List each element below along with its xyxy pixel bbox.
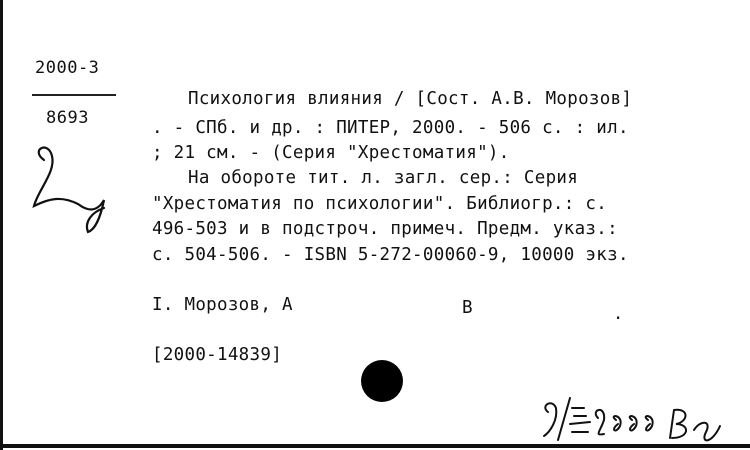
entry-line-5: "Хрестоматия по психологии". Библиогр.: с. [152, 194, 608, 214]
tracing-letter: В [462, 298, 473, 318]
entry-line-1: Психология влияния / [Сост. А.В. Морозов] [188, 89, 633, 109]
handwritten-mark-left [34, 148, 104, 232]
handwritten-date-signature [544, 398, 720, 440]
entry-line-7: с. 504-506. - ISBN 5-272-00060-9, 10000 экз. [152, 245, 629, 265]
entry-line-4: На обороте тит. л. загл. сер.: Серия [188, 168, 579, 188]
entry-line-3: ; 21 см. - (Серия "Хрестоматия"). [152, 143, 510, 163]
tracing-dot: . [613, 304, 624, 324]
entry-line-6: 496-503 и в подстроч. примеч. Предм. указ.: [152, 219, 618, 239]
tracing-entry: I. Морозов, А [152, 295, 293, 315]
entry-line-2: . - СПб. и др. : ПИТЕР, 2000. - 506 с. : ил. [152, 118, 629, 138]
registry-number: [2000-14839] [152, 345, 283, 365]
call-number-top: 2000-3 [35, 58, 100, 78]
call-number-bottom: 8693 [46, 108, 89, 128]
